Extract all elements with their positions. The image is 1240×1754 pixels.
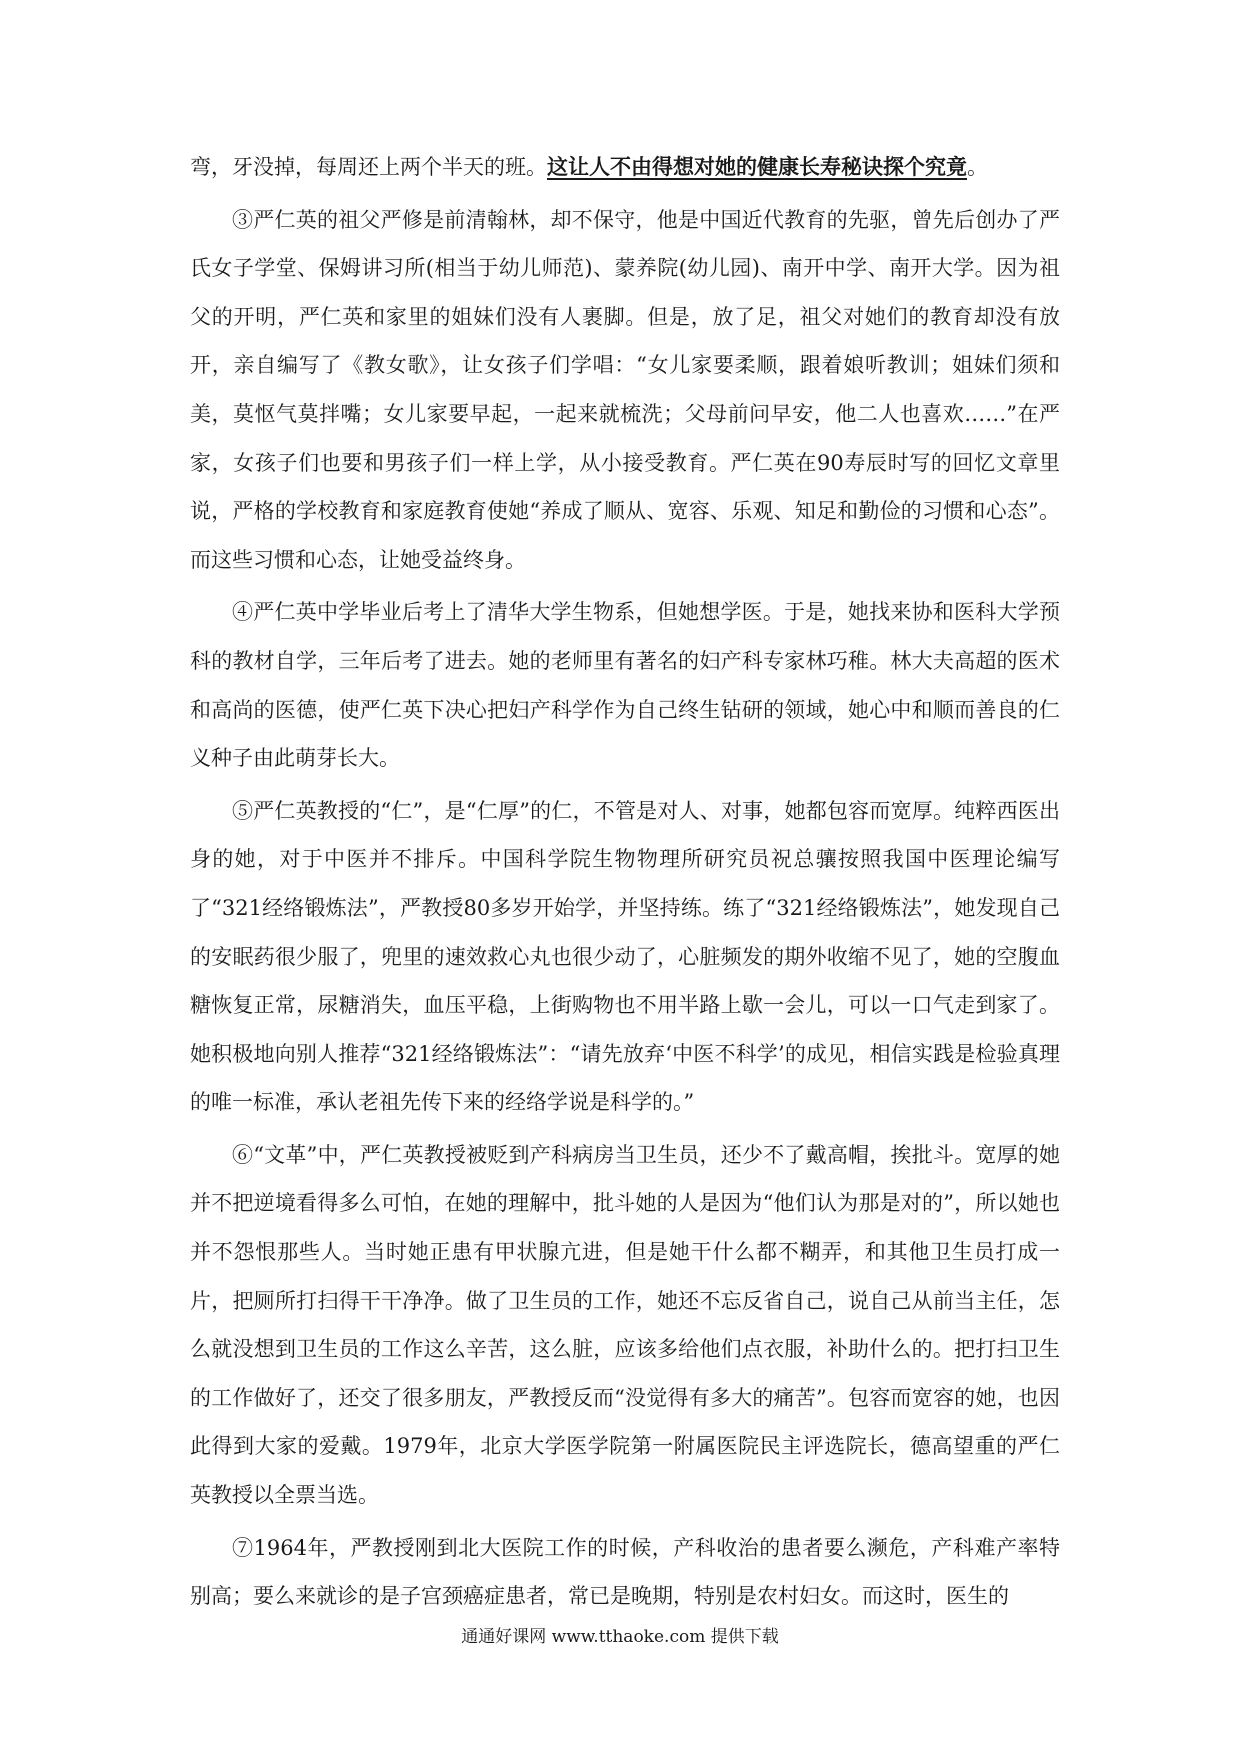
- paragraph-tail: 。: [967, 155, 988, 179]
- paragraph-5: ⑤严仁英教授的“仁”，是“仁厚”的仁，不管是对人、对事，她都包容而宽厚。纯粹西医出身的她，对于中医并不排斥。中国科学院生物物理所研究员祝总骧按照我国中医理论编写了“321经络锻炼法”，严教授80多岁开始学，并坚持练。练了“321经络锻炼法”，她发现自己的安眠药很少服了，兜里的速效救心丸也很少动了，心脏频发的期外收缩不见了，她的空腹血糖恢复正常，尿糖消失，血压平稳，上街购物也不用半路上歇一会儿，可以一口气走到家了。她积极地向别人推荐“321经络锻炼法”：“请先放弃‘中医不科学’的成见，相信实践是检验真理的唯一标准，承认老祖先传下来的经络学说是科学的。”: [190, 798, 1060, 1115]
- paragraph-6: ⑥“文革”中，严仁英教授被贬到产科病房当卫生员，还少不了戴高帽，挨批斗。宽厚的她并不把逆境看得多么可怕，在她的理解中，批斗她的人是因为“他们认为那是对的”，所以她也并不怨恨那些人。当时她正患有甲状腺亢进，但是她干什么都不糊弄，和其他卫生员打成一片，把厕所打扫得干干净净。做了卫生员的工作，她还不忘反省自己，说自己从前当主任，怎么就没想到卫生员的工作这么辛苦，这么脏，应该多给他们点衣服，补助什么的。把打扫卫生的工作做好了，还交了很多朋友，严教授反而“没觉得有多大的痛苦”。包容而宽容的她，也因此得到大家的爱戴。1979年，北京大学医学院第一附属医院民主评选院长，德高望重的严仁英教授以全票当选。: [190, 1142, 1060, 1508]
- paragraph-7: ⑦1964年，严教授刚到北大医院工作的时候，产科收治的患者要么濒危，产科难产率特别高；要么来就诊的是子宫颈癌症患者，常已是晚期，特别是农村妇女。而这时，医生的: [190, 1535, 1060, 1609]
- article-body: [190, 143, 1060, 1625]
- emphasized-question-sentence: 这让人不由得想对她的健康长寿秘诀探个究竟: [547, 154, 967, 179]
- page-footer: 通通好课网 www.tthaoke.com 提供下载: [461, 1627, 779, 1647]
- paragraph-2-continuation: [190, 143, 1060, 192]
- paragraph-4: ④严仁英中学毕业后考上了清华大学生物系，但她想学医。于是，她找来协和医科大学预科的教材自学，三年后考了进去。她的老师里有著名的妇产科专家林巧稚。林大夫高超的医术和高尚的医德，使严仁英下决心把妇产科学作为自己终生钻研的领域，她心中和顺而善良的仁义种子由此萌芽长大。: [190, 600, 1060, 771]
- paragraph-text: 弯，牙没掉，每周还上两个半天的班。: [190, 155, 547, 179]
- paragraph-3: ③严仁英的祖父严修是前清翰林，却不保守，他是中国近代教育的先驱，曾先后创办了严氏女子学堂、保姆讲习所(相当于幼儿师范)、蒙养院(幼儿园)、南开中学、南开大学。因为祖父的开明，严仁英和家里的姐妹们没有人裹脚。但是，放了足，祖父对她们的教育却没有放开，亲自编写了《教女歌》，让女孩子们学唱：“女儿家要柔顺，跟着娘听教训；姐妹们须和美，莫怄气莫拌嘴；女儿家要早起，一起来就梳洗；父母前问早安，他二人也喜欢……”在严家，女孩子们也要和男孩子们一样上学，从小接受教育。严仁英在90寿辰时写的回忆文章里说，严格的学校教育和家庭教育使她“养成了顺从、宽容、乐观、知足和勤俭的习惯和心态”。而这些习惯和心态，让她受益终身。: [190, 207, 1060, 572]
